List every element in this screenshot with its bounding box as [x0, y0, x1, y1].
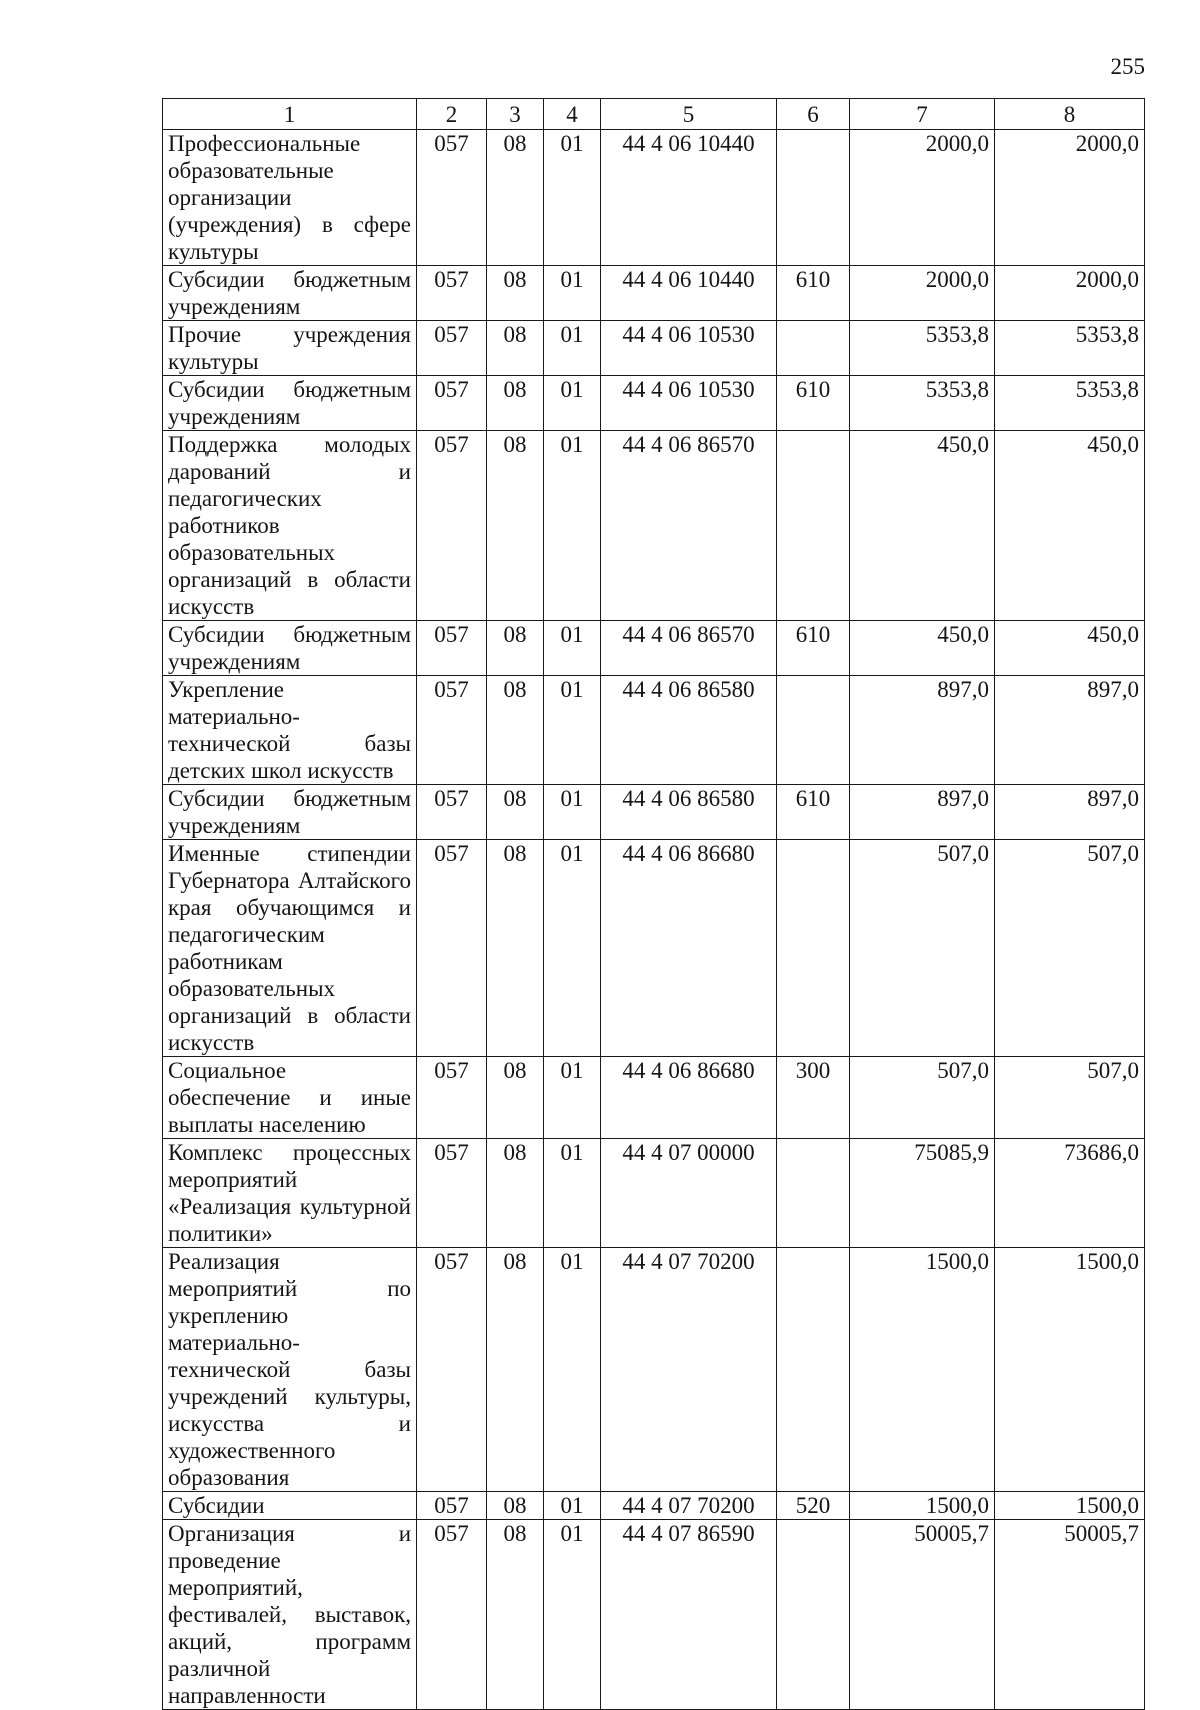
subsection-code: 01 [544, 1139, 601, 1248]
amount-1: 450,0 [850, 431, 995, 621]
amount-2: 507,0 [995, 1057, 1145, 1139]
section-code: 08 [487, 1248, 544, 1492]
amount-2: 1500,0 [995, 1248, 1145, 1492]
row-name: Субсидии бюджетным учреждениям [163, 621, 417, 676]
amount-1: 75085,9 [850, 1139, 995, 1248]
amount-2: 897,0 [995, 785, 1145, 840]
row-name: Социальное обеспечение и иные выплаты населению [163, 1057, 417, 1139]
subsection-code: 01 [544, 376, 601, 431]
target-article-code: 44 4 06 10440 [601, 266, 777, 321]
page-number: 255 [1110, 54, 1145, 79]
table-row [163, 1139, 1145, 1248]
header-cell-4: 4 [544, 99, 601, 130]
table-row [163, 785, 1145, 840]
subsection-code: 01 [544, 130, 601, 266]
amount-2: 73686,0 [995, 1139, 1145, 1248]
amount-1: 50005,7 [850, 1520, 995, 1710]
ministry-code: 057 [417, 376, 487, 431]
target-article-code: 44 4 06 10530 [601, 376, 777, 431]
subsection-code: 01 [544, 1520, 601, 1710]
ministry-code: 057 [417, 1057, 487, 1139]
header-cell-1: 1 [163, 99, 417, 130]
amount-1: 5353,8 [850, 376, 995, 431]
subsection-code: 01 [544, 676, 601, 785]
section-code: 08 [487, 676, 544, 785]
amount-1: 507,0 [850, 1057, 995, 1139]
row-name: Реализация мероприятий по укреплению материально-технической базы учреждений культуры, искусства и художественного образования [163, 1248, 417, 1492]
table-row [163, 266, 1145, 321]
table-header [163, 99, 1145, 130]
expense-type-code [777, 676, 850, 785]
row-name: Организация и проведение мероприятий, фестивалей, выставок, акций, программ различной направленности [163, 1520, 417, 1710]
amount-1: 2000,0 [850, 130, 995, 266]
amount-2: 2000,0 [995, 266, 1145, 321]
amount-2: 507,0 [995, 840, 1145, 1057]
target-article-code: 44 4 06 86680 [601, 1057, 777, 1139]
amount-1: 1500,0 [850, 1492, 995, 1520]
ministry-code: 057 [417, 130, 487, 266]
section-code: 08 [487, 376, 544, 431]
row-name: Субсидии [163, 1492, 417, 1520]
row-name: Поддержка молодых дарований и педагогических работников образовательных организаций в области искусств [163, 431, 417, 621]
ministry-code: 057 [417, 1248, 487, 1492]
expense-type-code [777, 431, 850, 621]
section-code: 08 [487, 130, 544, 266]
amount-1: 897,0 [850, 785, 995, 840]
subsection-code: 01 [544, 1492, 601, 1520]
budget-table [162, 98, 1145, 1710]
amount-2: 450,0 [995, 621, 1145, 676]
expense-type-code [777, 130, 850, 266]
header-cell-5: 5 [601, 99, 777, 130]
amount-1: 5353,8 [850, 321, 995, 376]
table-row [163, 676, 1145, 785]
expense-type-code: 610 [777, 621, 850, 676]
table-row [163, 1520, 1145, 1710]
amount-1: 1500,0 [850, 1248, 995, 1492]
target-article-code: 44 4 07 86590 [601, 1520, 777, 1710]
section-code: 08 [487, 621, 544, 676]
amount-2: 450,0 [995, 431, 1145, 621]
ministry-code: 057 [417, 676, 487, 785]
amount-1: 507,0 [850, 840, 995, 1057]
subsection-code: 01 [544, 785, 601, 840]
section-code: 08 [487, 266, 544, 321]
expense-type-code [777, 840, 850, 1057]
subsection-code: 01 [544, 621, 601, 676]
section-code: 08 [487, 840, 544, 1057]
target-article-code: 44 4 06 86680 [601, 840, 777, 1057]
ministry-code: 057 [417, 1520, 487, 1710]
amount-2: 1500,0 [995, 1492, 1145, 1520]
table-row [163, 840, 1145, 1057]
expense-type-code: 610 [777, 376, 850, 431]
target-article-code: 44 4 06 86570 [601, 431, 777, 621]
row-name: Профессиональные образовательные организации (учреждения) в сфере культуры [163, 130, 417, 266]
ministry-code: 057 [417, 431, 487, 621]
amount-2: 2000,0 [995, 130, 1145, 266]
expense-type-code: 610 [777, 785, 850, 840]
subsection-code: 01 [544, 1248, 601, 1492]
amount-2: 897,0 [995, 676, 1145, 785]
header-cell-6: 6 [777, 99, 850, 130]
table-row [163, 130, 1145, 266]
target-article-code: 44 4 06 10530 [601, 321, 777, 376]
ministry-code: 057 [417, 621, 487, 676]
amount-1: 897,0 [850, 676, 995, 785]
table-row [163, 376, 1145, 431]
amount-2: 5353,8 [995, 321, 1145, 376]
table-body [163, 130, 1145, 1710]
header-cell-7: 7 [850, 99, 995, 130]
header-cell-8: 8 [995, 99, 1145, 130]
target-article-code: 44 4 07 70200 [601, 1492, 777, 1520]
target-article-code: 44 4 06 86580 [601, 785, 777, 840]
target-article-code: 44 4 06 10440 [601, 130, 777, 266]
row-name: Именные стипендии Губернатора Алтайского края обучающимся и педагогическим работникам образовательных организаций в области искусств [163, 840, 417, 1057]
ministry-code: 057 [417, 785, 487, 840]
section-code: 08 [487, 785, 544, 840]
table-row [163, 321, 1145, 376]
target-article-code: 44 4 06 86580 [601, 676, 777, 785]
table-row [163, 1248, 1145, 1492]
target-article-code: 44 4 07 70200 [601, 1248, 777, 1492]
section-code: 08 [487, 1520, 544, 1710]
expense-type-code: 520 [777, 1492, 850, 1520]
header-cell-3: 3 [487, 99, 544, 130]
table-row [163, 621, 1145, 676]
target-article-code: 44 4 07 00000 [601, 1139, 777, 1248]
row-name: Субсидии бюджетным учреждениям [163, 266, 417, 321]
amount-1: 2000,0 [850, 266, 995, 321]
ministry-code: 057 [417, 1492, 487, 1520]
expense-type-code [777, 321, 850, 376]
expense-type-code [777, 1248, 850, 1492]
ministry-code: 057 [417, 1139, 487, 1248]
subsection-code: 01 [544, 266, 601, 321]
ministry-code: 057 [417, 840, 487, 1057]
subsection-code: 01 [544, 321, 601, 376]
row-name: Субсидии бюджетным учреждениям [163, 785, 417, 840]
section-code: 08 [487, 431, 544, 621]
header-cell-2: 2 [417, 99, 487, 130]
section-code: 08 [487, 1057, 544, 1139]
section-code: 08 [487, 321, 544, 376]
row-name: Комплекс процессных мероприятий «Реализация культурной политики» [163, 1139, 417, 1248]
amount-2: 50005,7 [995, 1520, 1145, 1710]
target-article-code: 44 4 06 86570 [601, 621, 777, 676]
ministry-code: 057 [417, 266, 487, 321]
subsection-code: 01 [544, 1057, 601, 1139]
amount-1: 450,0 [850, 621, 995, 676]
expense-type-code: 610 [777, 266, 850, 321]
table-row [163, 431, 1145, 621]
section-code: 08 [487, 1492, 544, 1520]
subsection-code: 01 [544, 840, 601, 1057]
amount-2: 5353,8 [995, 376, 1145, 431]
subsection-code: 01 [544, 431, 601, 621]
expense-type-code [777, 1520, 850, 1710]
section-code: 08 [487, 1139, 544, 1248]
row-name: Укрепление материально-технической базы детских школ искусств [163, 676, 417, 785]
ministry-code: 057 [417, 321, 487, 376]
table-row [163, 1057, 1145, 1139]
row-name: Прочие учреждения культуры [163, 321, 417, 376]
header-row [163, 99, 1145, 130]
expense-type-code: 300 [777, 1057, 850, 1139]
expense-type-code [777, 1139, 850, 1248]
row-name: Субсидии бюджетным учреждениям [163, 376, 417, 431]
table-row [163, 1492, 1145, 1520]
